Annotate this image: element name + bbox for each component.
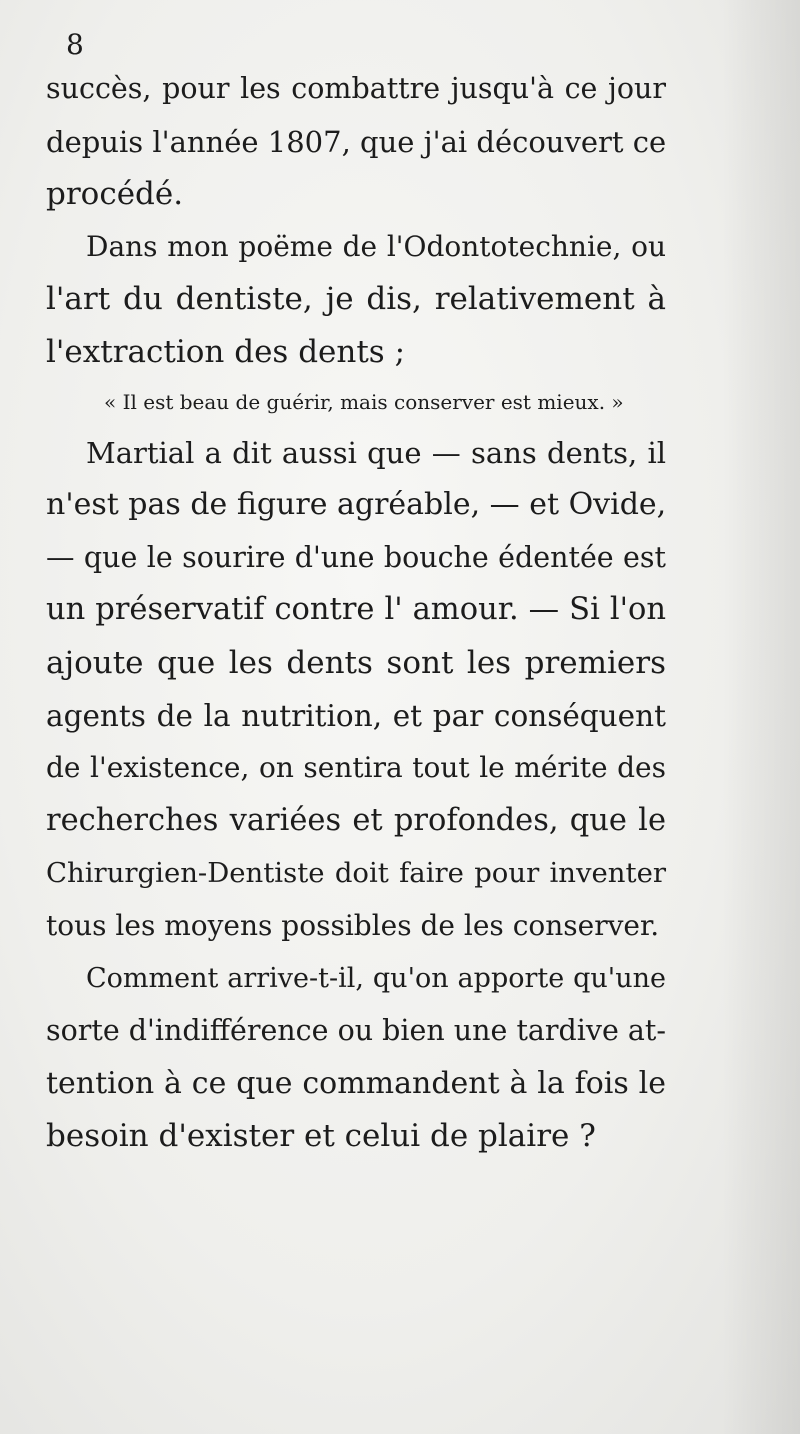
quotation: « Il est beau de guérir, mais conserver est mieux. » xyxy=(104,389,624,414)
text-line: l'extraction des dents ; xyxy=(46,333,406,370)
text-line: n'est pas de figure agréable, — et Ovide, xyxy=(46,487,667,523)
text-line: depuis l'année 1807, que j'ai découvert ce xyxy=(46,124,667,159)
text-line: de l'existence, on sentira tout le mérite des xyxy=(46,751,666,785)
text-line: Comment arrive-t-il, qu'on apporte qu'une xyxy=(86,962,666,994)
text-line: procédé. xyxy=(46,176,184,213)
text-line: ajoute que les dents sont les premiers xyxy=(46,644,666,681)
text-line: Chirurgien-Dentiste doit faire pour inventer xyxy=(46,857,666,890)
text-line: besoin d'exister et celui de plaire ? xyxy=(46,1118,596,1155)
text-line: — que le sourire d'une bouche édentée est xyxy=(46,540,666,574)
text-line: Dans mon poëme de l'Odontotechnie, ou xyxy=(86,229,666,263)
text-line: recherches variées et profondes, que le xyxy=(46,802,666,838)
text-line: tous les moyens possibles de les conserver. xyxy=(46,908,660,942)
page-number: 8 xyxy=(66,28,84,61)
body-text xyxy=(46,63,666,1163)
page-edge-shadow xyxy=(722,0,800,1434)
text-line: un préservatif contre l' amour. — Si l'on xyxy=(46,592,666,628)
text-line: sorte d'indifférence ou bien une tardive at- xyxy=(46,1014,666,1048)
text-line: Martial a dit aussi que — sans dents, il xyxy=(86,435,666,470)
text-line: agents de la nutrition, et par conséquent xyxy=(46,698,666,733)
text-line: l'art du dentiste, je dis, relativement à xyxy=(46,281,666,318)
text-line: tention à ce que commandent à la fois le xyxy=(46,1065,666,1101)
text-line: succès, pour les combattre jusqu'à ce jour xyxy=(46,72,666,105)
